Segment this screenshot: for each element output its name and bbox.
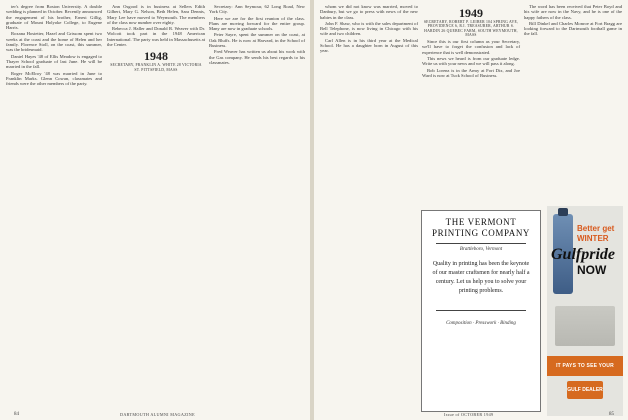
ad-tagline: Composition · Presswork · Binding — [446, 321, 516, 326]
left-column-2 — [107, 4, 205, 74]
gulf-dealer-badge: GULF DEALER — [567, 381, 603, 399]
paragraph: Fred Weaver has written us about his work with the Gas company. He sends his best regards to his classmates. — [209, 49, 305, 65]
right-page — [314, 0, 628, 420]
paragraph: Peter Sayre, spent the summer on the coast, at Oak Bluffs. He is now at Harvard, in the School of Business. — [209, 32, 305, 49]
left-column-3 — [209, 4, 305, 66]
paragraph: Here we are for the first reunion of the class. Plans are moving forward for the entire group. Many are now in graduate schools. — [209, 15, 305, 32]
paragraph: ter's degree from Boston University. A double wedding is planned in October. Recently announced the engagement of his brother, Ernest Gillig, graduate of Mount Holyoke College, to Eugene Harris. — [6, 4, 102, 31]
illustration-image — [555, 306, 615, 346]
left-running-head: DARTMOUTH ALUMNI MAGAZINE — [120, 412, 195, 417]
ad-body: Quality in printing has been the keynote of our master craftsmen for nearly half a century. Let us help you to solve your printing problems. — [432, 261, 530, 294]
ad-divider — [436, 310, 526, 311]
heading-year: 1948 — [144, 49, 168, 64]
class-heading-1948 — [107, 50, 205, 72]
heading-year: 1949 — [459, 6, 483, 20]
paragraph: The word has been received that Peter Boyd and his wife are now in the Navy, and he is one of the happy fathers of the class. — [524, 4, 622, 20]
paragraph: This news we heard is from our graduate ledge. Write us with your news and we will pass it along. — [422, 56, 520, 67]
paragraph: whom we did not know was married, moved to Danbury, but we go to press with news of the new babies in the class. — [320, 4, 418, 20]
paragraph: Roger McElroy '48 was married in June to Franklin Marks. Glenn Cowan, classmates and friends were the other members of the party. — [6, 70, 102, 87]
right-page-number: 85 — [609, 412, 614, 417]
ad-title-line1: THE VERMONT — [445, 217, 517, 227]
paragraph: Secretary: Ann Seymour, 62 Long Road, New York City. — [209, 4, 305, 15]
heading-secretary: SECRETARY, ROBERT P. LEIBER 104 SPRING AVE, PROVIDENCE 6, R.I. TREASURER, ARTHUR S. HARDIN 26 QUEBEC FARM, SOUTH WEYMOUTH, MASS — [423, 20, 519, 37]
left-page-number: 84 — [14, 412, 19, 417]
oil-can-cap-icon — [558, 208, 568, 216]
gulfpride-ad — [547, 206, 623, 416]
ad-brand: Gulfpride — [551, 246, 615, 263]
paragraph: Rebecca J. Haller and Donald R. Weaver with Dr. Wolcott took part in the 1948 American International. The party was held in Massachusetts at the Center. — [107, 26, 205, 48]
paragraph: John F. Shaw, who is with the sales department of Bell Telephone, is now living in Chicago with his wife and two children. — [320, 20, 418, 37]
ad-line1: Better get — [577, 224, 615, 233]
ad-title-line2: PRINTING COMPANY — [431, 228, 531, 238]
ad-divider — [436, 243, 526, 244]
right-column-2 — [422, 4, 520, 79]
right-column-1 — [320, 4, 418, 55]
class-heading-1949 — [422, 7, 520, 37]
ad-now: NOW — [577, 263, 607, 277]
paragraph: Bill Dinkel and Charles Monroe at Fort Bragg are looking forward to the Dartmouth football game in the fall. — [524, 20, 622, 37]
right-column-3 — [524, 4, 622, 38]
paragraph: Carl Allen is in his third year at the Medical School. He has a daughter born in August of this year. — [320, 37, 418, 54]
paragraph: Daniel Hayes '48 of Ellis Meadow is engaged to Thayer School graduate of last June. He will be married in the fall. — [6, 53, 102, 70]
paragraph: Ann Osgood is in business at Sellers Edith Gilbert, Mary G. Nelson, Beth Helen, Sara Dennis, Mary Lee have moved to Weymouth. The members of the class now number over eighty. — [107, 4, 205, 25]
left-column-1 — [6, 4, 102, 87]
heading-secretary: SECRETARY, FRANKLIN A. WHITE 28 VICTORIA ST. PITTSFIELD, MASS — [110, 63, 202, 72]
right-running-head: Issue of OCTOBER 1949 — [444, 412, 494, 417]
ad-place: Brattleboro, Vermont — [459, 247, 503, 252]
paragraph: Since this is our first column as your Secretary, we'll have to forget the confusion and lack of experience that is well demonstrated. — [422, 39, 520, 55]
paragraph: Roxana Hostetter, Hazel and Grissom spent two weeks at the coast and the home of Helen and her family. Florence Stoll, on the coast, this summer, was the bridesmaid. — [6, 31, 102, 53]
paragraph: Bob Lorenz is in the Army at Fort Dix, and Joe Ward is now at Tuck School of Business. — [422, 67, 520, 78]
ad-line2: WINTER — [577, 234, 609, 243]
ad-pay-line: IT PAYS TO SEE YOUR — [547, 356, 623, 376]
left-page — [0, 0, 310, 420]
vermont-printing-ad — [421, 210, 541, 412]
